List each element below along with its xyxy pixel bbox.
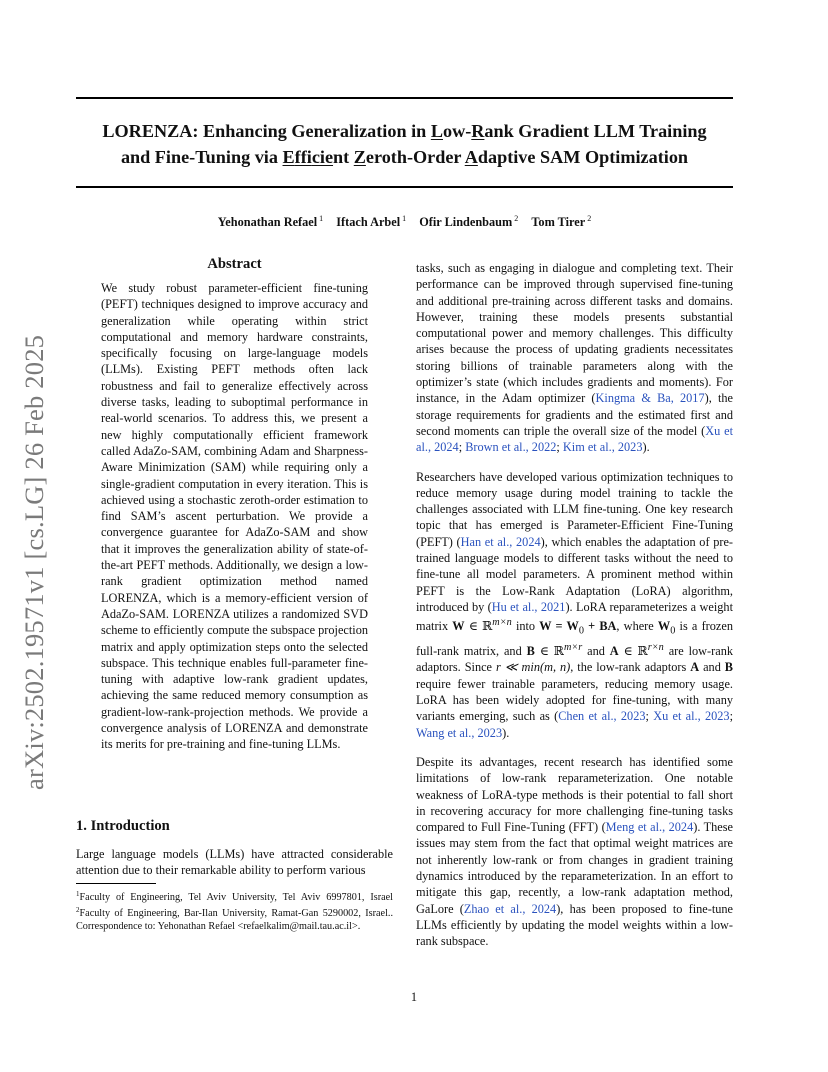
author: Iftach Arbel $^1$ (336, 214, 407, 229)
body-paragraph: tasks, such as engaging in dialogue and completing text. Their performance can be improved through supervised fine-tuning and additional pre-training across different tasks and domains. However, training these models presents substantial computational power and memory challenges. This difficulty arises because the process of updating gradients necessitates storing billions of trainable parameters along with the optimizer’s state (which includes gradients and moments). For instance, in the Adam optimizer (Kingma & Ba, 2017), the storage requirements for gradients and the estimated first and second moments can triple the overall size of the model (Xu et al., 2024; Brown et al., 2022; Kim et al., 2023). (416, 261, 733, 455)
body-paragraph: Despite its advantages, recent research has identified some limitations of low-rank reparameterization. One notable weakness of LoRA-type methods is their potential to fall short in recovering accuracy for more challenging fine-tuning tasks compared to Full Fine-Tuning (FFT) (Meng et al., 2024). These issues may stem from the fact that optimal weight matrices are not inherently low-rank or from changes in gradient training dynamics introduced by the reparameterization. In an effort to mitigate this gap, recently, a low-rank adaptation method, GaLore (Zhao et al., 2024), has been proposed to fine-tune LLMs efficiently by updating the model weights within a low-rank subspace. (416, 754, 733, 949)
author: Yehonathan Refael $^1$ (217, 214, 324, 229)
abstract-text: We study robust parameter-efficient fine-tuning (PEFT) techniques designed to improve accuracy and generalization while operating within strict computational and memory hardware constraints, specifically focusing on large-language models (LLMs). Existing PEFT methods often lack robustness and fail to generalize effectively across diverse tasks, leading to suboptimal performance in real-world scenarios. To address this, we present a new highly computationally efficient framework called AdaZo-SAM, combining Adam and Sharpness-Aware Minimization (SAM) while requiring only a single-gradient computation in every iteration. This is achieved using a stochastic zeroth-order estimation to find SAM’s ascent perturbation. We provide a convergence guarantee for AdaZo-SAM and show that it improves the generalization ability of state-of-the-art PEFT methods. Additionally, we design a low-rank gradient optimization method named LORENZA, which is a memory-efficient version of AdaZo-SAM. LORENZA utilizes a randomized SVD scheme to efficiently compute the subspace projection matrix and apply optimization steps onto the selected subspace. This technique enables full-parameter fine-tuning with adaptive low-rank gradient updates, achieving the same reduced memory consumption as gradient-low-rank-projection methods. We provide a convergence analysis of LORENZA and demonstrate its merits for pre-training and fine-tuning LLMs. (101, 281, 368, 752)
author-list (76, 214, 733, 230)
citation-link[interactable]: Xu et al., 2024 (416, 423, 733, 455)
citation-link[interactable]: Kim et al., 2023 (562, 440, 643, 455)
body-paragraph: Researchers have developed various optimization techniques to reduce memory usage during model training to tackle the challenges associated with LLM fine-tuning. One key research topic that has emerged is Parameter-Efficient Fine-Tuning (PEFT) (Han et al., 2024), which enables the adaptation of pre-trained language models to different tasks without the need to fine-tune all model parameters. A prominent method within PEFT is the Low-Rank Adaptation (LoRA) algorithm, introduced by (Hu et al., 2021). LoRA reparameterizes a weight matrix W ∈ ℝ$^{m\times n}$ into $W = W_0$ + BA, where $W_0$ is a frozen full-rank matrix, and B ∈ ℝ$^{m\times r}$ and A ∈ ℝ$^{r\times n}$ are low-rank adaptors. Since r ≪ min(m, n), the low-rank adaptors A and B require fewer trainable parameters, reducing memory usage. LoRA has been widely adopted for fine-tuning, with many variants emerging, such as (Chen et al., 2023; Xu et al., 2023; Wang et al., 2023). (416, 469, 734, 740)
page-number: 1 (410, 990, 418, 1004)
intro-paragraph: Large language models (LLMs) have attracted considerable attention due to their remarkable ability to perform various (76, 847, 393, 878)
section-heading-introduction: 1. Introduction (76, 818, 170, 834)
citation-link[interactable]: Zhao et al., 2024 (463, 901, 557, 916)
title-rule-bottom (76, 186, 733, 188)
citation-link[interactable]: Kingma & Ba, 2017 (595, 391, 705, 406)
citation-link[interactable]: Meng et al., 2024 (605, 820, 694, 835)
author: Tom Tirer $^2$ (531, 214, 592, 229)
citation-link[interactable]: Brown et al., 2022 (465, 440, 557, 455)
citation-link[interactable]: Han et al., 2024 (460, 534, 541, 549)
author: Ofir Lindenbaum $^2$ (419, 214, 519, 229)
paper-title: LORENZA: Enhancing Generalization in Low-Rank Gradient LLM Training and Fine-Tuning via Efficient Zeroth-Order Adaptive SAM Optimization (102, 121, 707, 167)
left-column (76, 256, 393, 753)
citation-link[interactable]: Hu et al., 2021 (491, 599, 566, 614)
affiliation-footnote: $^1$Faculty of Engineering, Tel Aviv University, Tel Aviv 6997801, Israel $^2$Faculty of Engineering, Bar-Ilan University, Ramat-Gan 5290002, Israel.. Correspondence to: Yehonathan Refael <refaelkalim@mail.tau.ac.il>. (76, 890, 393, 933)
abstract-heading: Abstract (207, 256, 262, 272)
right-column (416, 260, 733, 963)
footnote-rule (76, 883, 156, 884)
arxiv-stamp: arXiv:2502.19571v1 [cs.LG] 26 Feb 2025 (19, 334, 49, 790)
citation-link[interactable]: Chen et al., 2023 (558, 709, 646, 724)
title-rule-top (76, 97, 733, 99)
citation-link[interactable]: Xu et al., 2023 (653, 709, 730, 724)
citation-link[interactable]: Wang et al., 2023 (416, 725, 503, 740)
